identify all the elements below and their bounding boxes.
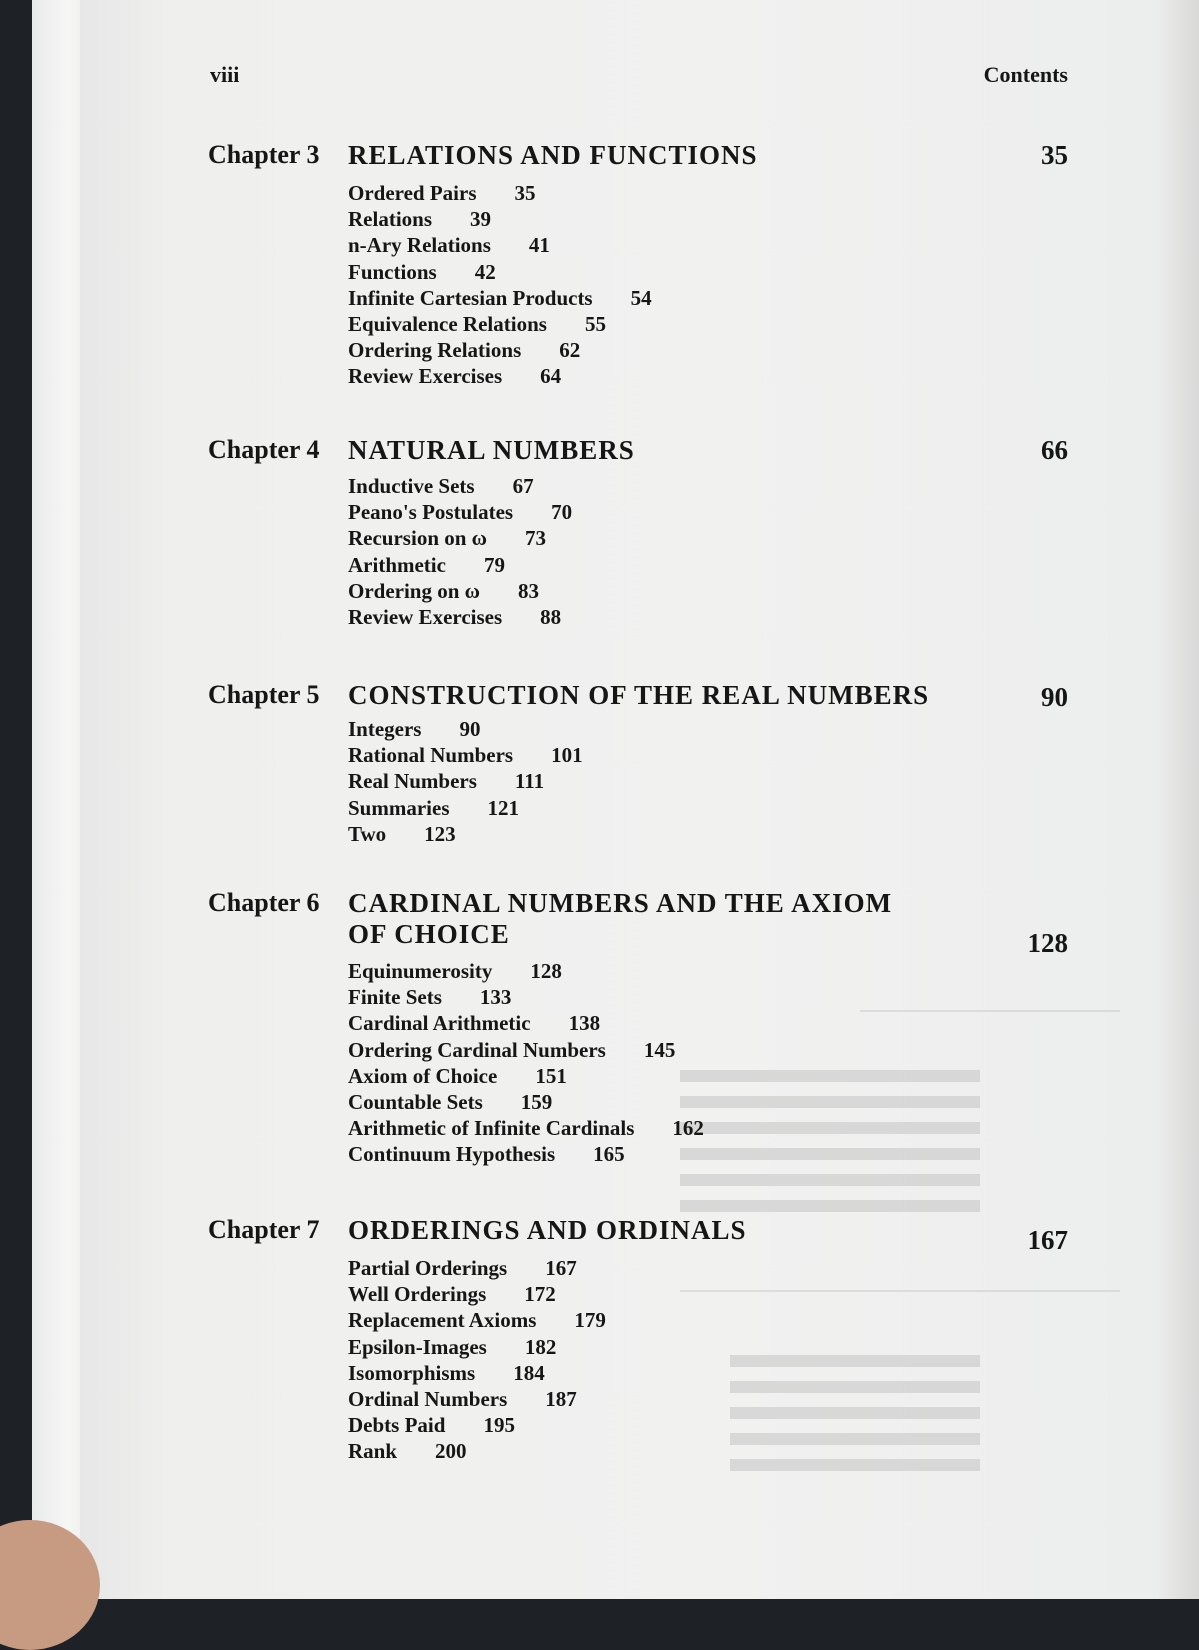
chapter-label: Chapter 5 [208,680,320,709]
section-page: 138 [568,1011,601,1036]
section-page: 165 [593,1142,625,1167]
section-title: Cardinal Arithmetic [348,1011,531,1036]
running-head-title: Contents [983,62,1068,87]
show-through [730,1355,980,1485]
section-item [348,1307,606,1333]
chapter-page-number: 66 [1041,435,1068,465]
section-item [348,742,583,768]
section-item [348,1281,606,1307]
section-title: Ordering on ω [348,578,481,603]
book-page [80,0,1160,1599]
section-item [348,1089,704,1115]
section-item [348,795,583,821]
section-title: Review Exercises [348,604,503,629]
section-item [348,552,572,578]
section-list [348,473,572,630]
section-title: Partial Orderings [348,1256,508,1280]
section-title: Integers [348,717,422,741]
section-item [348,206,652,232]
section-page: 73 [525,526,547,551]
section-title: Two [348,821,387,846]
section-page: 167 [545,1256,577,1280]
chapter-page-number: 90 [1041,682,1068,712]
section-title: Ordering Cardinal Numbers [348,1037,606,1062]
section-title: Rank [348,1439,398,1464]
section-page: 151 [535,1063,567,1088]
show-through [680,1070,980,1220]
show-through [860,1010,1120,1030]
section-title: Review Exercises [348,364,503,389]
section-list [348,716,583,847]
chapter-page-number: 35 [1041,140,1068,170]
section-title: Ordering Relations [348,338,522,363]
section-item [348,578,572,604]
section-page: 123 [424,821,456,846]
section-item [348,716,583,742]
section-title: Rational Numbers [348,743,514,768]
section-item [348,337,652,363]
section-title: Equivalence Relations [348,311,547,336]
page-number: viii [210,62,240,87]
section-list [348,958,704,1168]
section-item [348,180,652,206]
section-item [348,1063,704,1089]
section-page: 42 [474,259,496,284]
section-page: 54 [630,285,652,310]
section-title: Replacement Axioms [348,1308,537,1333]
section-title: Infinite Cartesian Products [348,285,593,310]
section-item [348,1334,606,1360]
section-item [348,1141,704,1167]
section-page: 172 [524,1282,556,1307]
section-page: 79 [483,552,505,577]
section-item [348,1360,606,1386]
section-item [348,1412,606,1438]
section-title: Peano's Postulates [348,500,514,525]
section-page: 35 [514,181,536,205]
section-title: Arithmetic [348,552,446,577]
section-page: 67 [512,474,534,498]
section-title: Ordinal Numbers [348,1386,508,1411]
section-title: Ordered Pairs [348,181,477,205]
section-page: 200 [435,1439,467,1464]
section-item [348,958,704,984]
section-item [348,232,652,258]
section-item [348,499,572,525]
section-page: 187 [545,1386,577,1411]
section-title: Epsilon-Images [348,1334,487,1359]
section-page: 184 [513,1360,545,1385]
section-title: Countable Sets [348,1089,483,1114]
chapter-label: Chapter 7 [208,1215,320,1244]
section-page: 162 [672,1116,704,1141]
section-page: 111 [514,769,545,794]
section-title: Isomorphisms [348,1360,476,1385]
section-title: Finite Sets [348,985,442,1010]
chapter-page-number: 167 [1027,1225,1068,1255]
section-title: Equinumerosity [348,959,493,983]
section-item [348,285,652,311]
section-item [348,259,652,285]
section-page: 159 [520,1089,553,1114]
section-page: 88 [540,604,562,629]
chapter-label: Chapter 4 [208,435,320,464]
section-page: 121 [487,795,519,820]
section-title: Well Orderings [348,1282,487,1307]
section-list [348,180,652,390]
section-item [348,1037,704,1063]
section-item [348,984,704,1010]
section-page: 182 [524,1334,557,1359]
section-item [348,1386,606,1412]
chapter-title: CONSTRUCTION OF THE REAL NUMBERS [348,680,930,710]
section-title: Inductive Sets [348,474,475,498]
section-page: 39 [470,207,491,232]
section-page: 101 [551,743,583,768]
section-item [348,1010,704,1036]
chapter-page-number: 128 [1027,928,1068,958]
chapter-label: Chapter 3 [208,140,320,169]
section-list [348,1255,606,1465]
section-page: 70 [551,500,573,525]
section-item [348,525,572,551]
section-page: 145 [643,1037,676,1062]
section-item [348,1438,606,1464]
section-item [348,311,652,337]
section-item [348,473,572,499]
section-page: 64 [540,364,562,389]
section-title: Functions [348,259,437,284]
section-page: 128 [530,959,562,983]
section-title: n-Ary Relations [348,233,491,258]
show-through [680,1290,1120,1312]
section-page: 90 [459,717,481,741]
section-page: 62 [559,338,581,363]
section-title: Summaries [348,795,450,820]
page-right-edge [1159,0,1199,1599]
section-page: 195 [483,1413,515,1438]
section-item [348,1115,704,1141]
section-item [348,821,583,847]
section-title: Arithmetic of Infinite Cardinals [348,1116,635,1141]
section-title: Debts Paid [348,1413,446,1438]
chapter-title: RELATIONS AND FUNCTIONS [348,140,758,170]
chapter-title: ORDERINGS AND ORDINALS [348,1215,747,1245]
section-title: Axiom of Choice [348,1063,498,1088]
section-page: 83 [518,578,540,603]
chapter-title: NATURAL NUMBERS [348,435,635,465]
section-title: Real Numbers [348,769,477,794]
section-title: Relations [348,207,432,232]
section-item [348,363,652,389]
section-page: 55 [584,311,606,336]
section-item [348,1255,606,1281]
section-page: 179 [574,1308,606,1333]
section-item [348,768,583,794]
chapter-label: Chapter 6 [208,888,320,917]
section-title: Continuum Hypothesis [348,1142,556,1167]
section-title: Recursion on ω [348,526,488,551]
section-page: 133 [479,985,512,1010]
chapter-title: CARDINAL NUMBERS AND THE AXIOM OF CHOICE [348,888,893,949]
section-item [348,604,572,630]
section-page: 41 [528,233,550,258]
